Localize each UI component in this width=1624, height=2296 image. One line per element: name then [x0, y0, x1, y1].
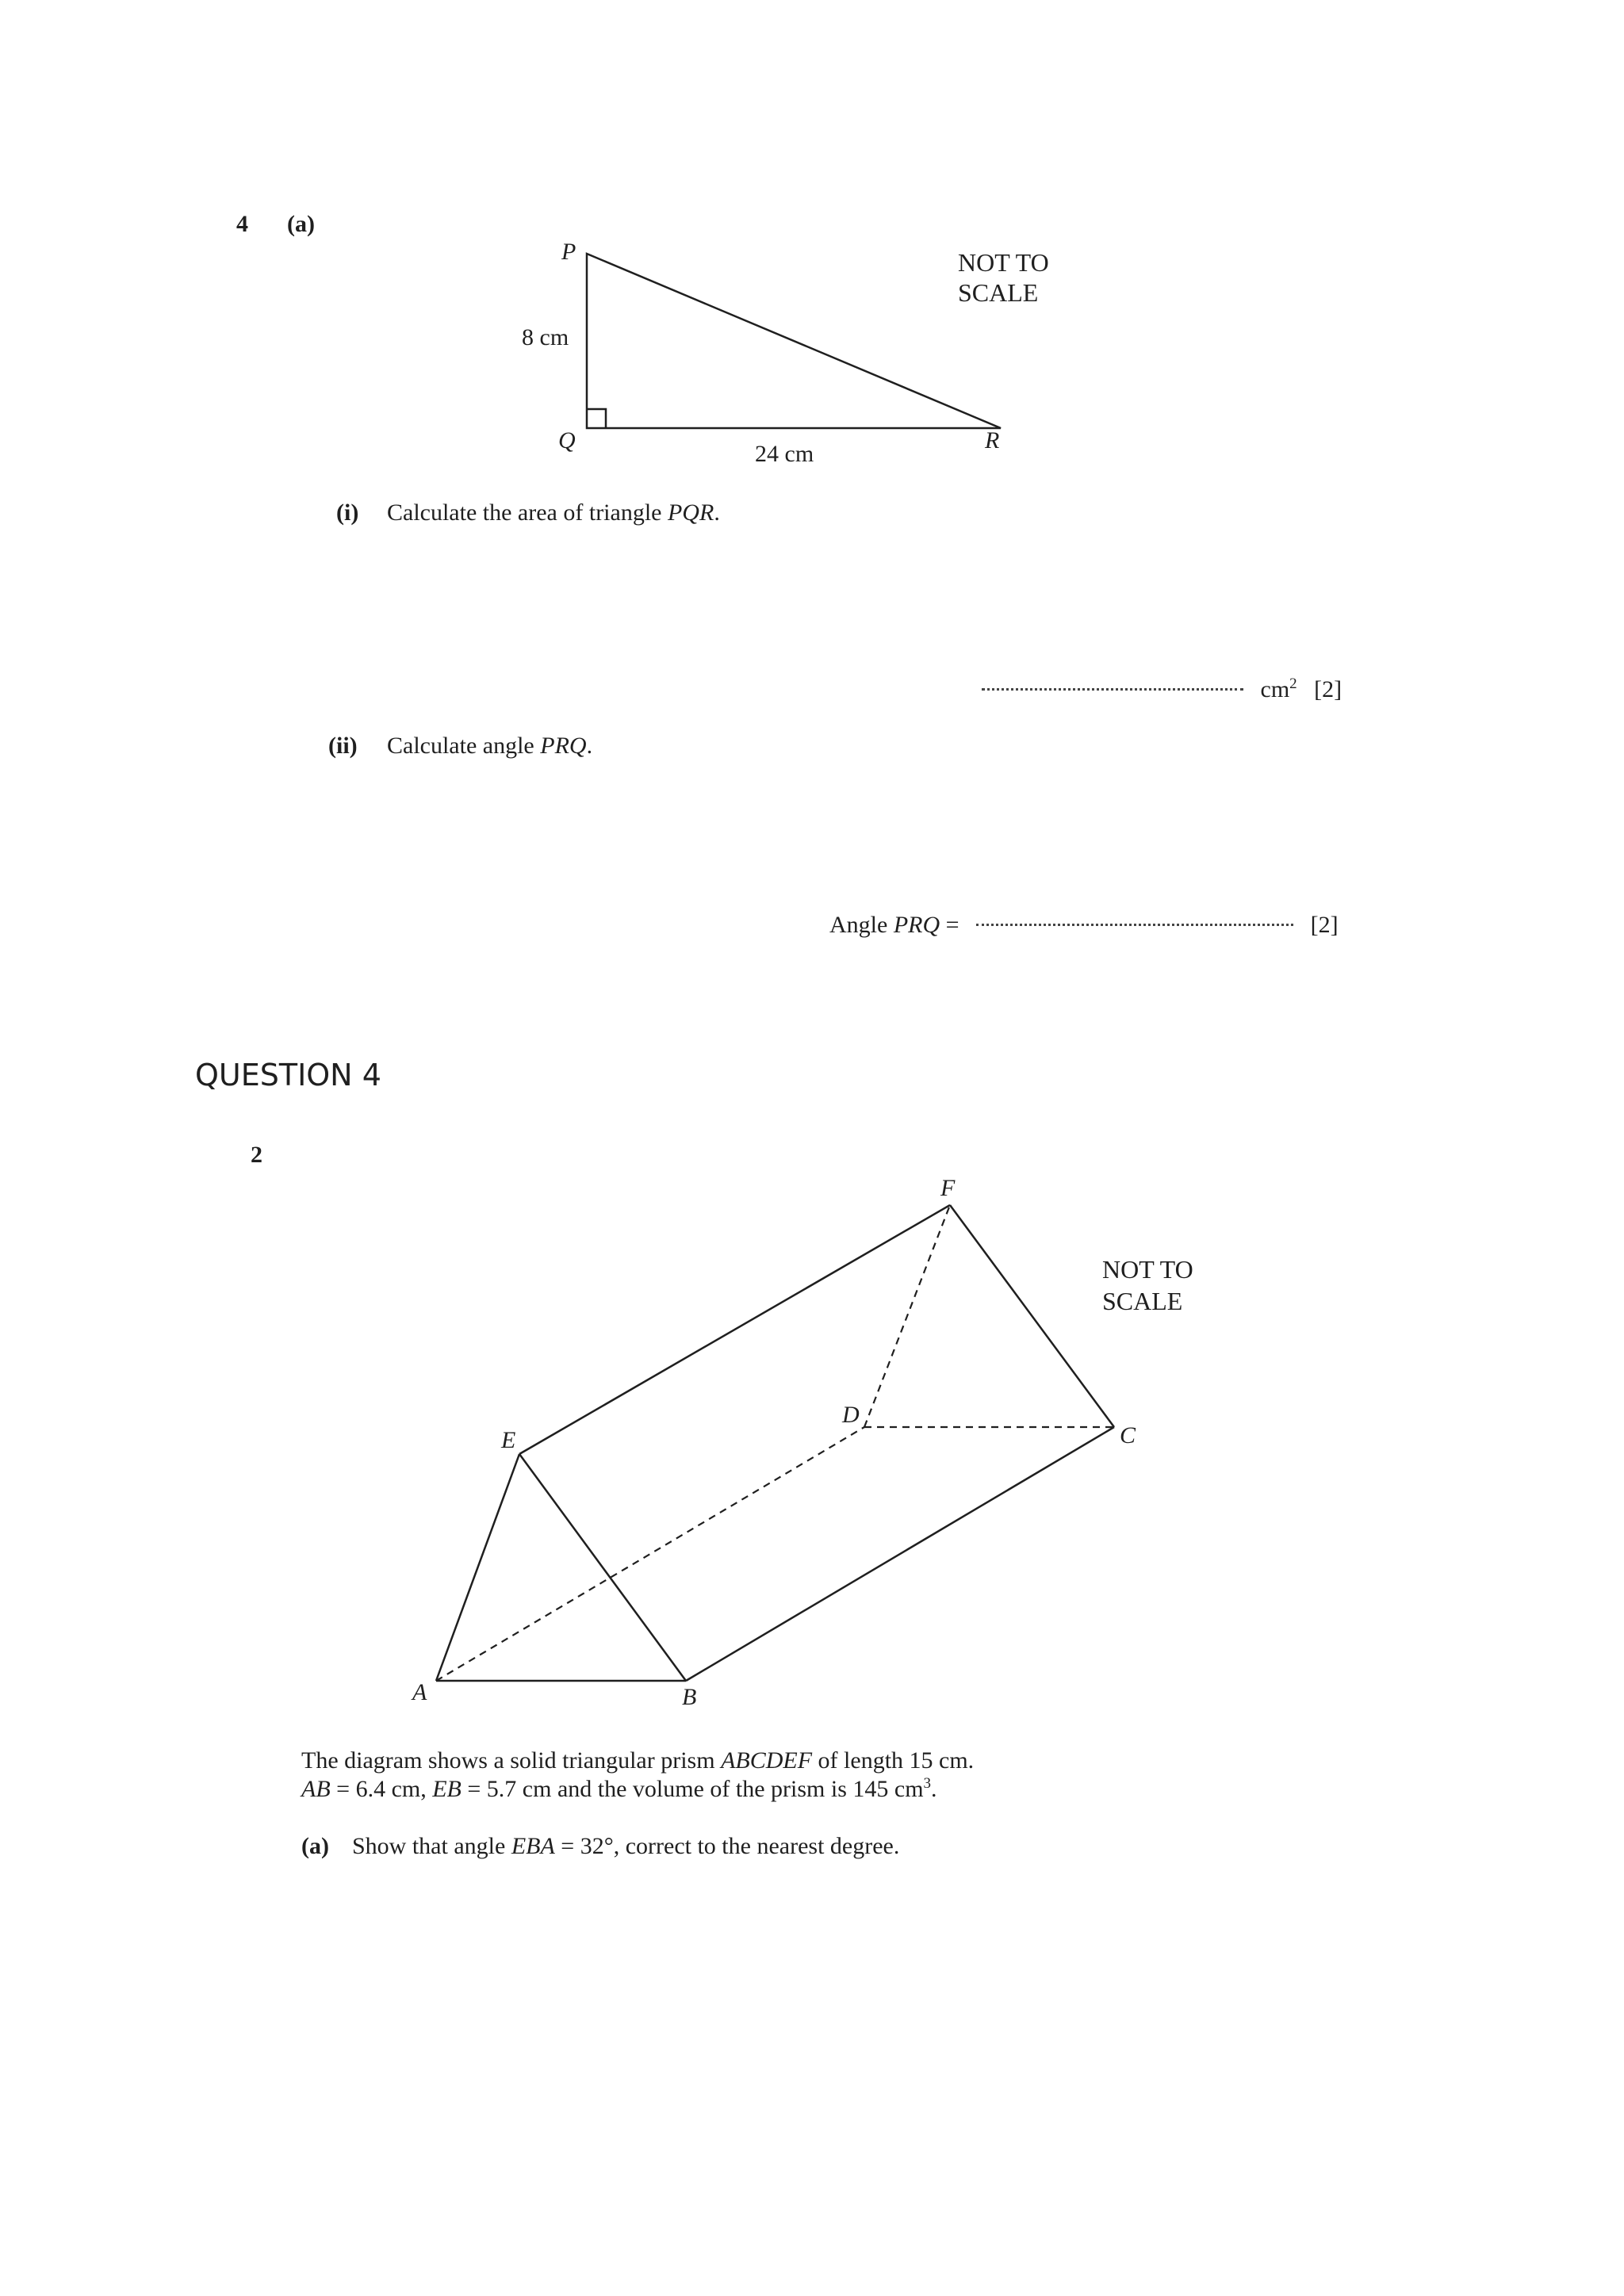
- desc-prism-name: ABCDEF: [721, 1747, 813, 1774]
- subpart-i-question: [387, 499, 720, 527]
- triangle-pqr: [587, 254, 1001, 428]
- right-triangle-diagram: [0, 0, 1624, 555]
- desc-ab: AB: [301, 1776, 331, 1802]
- part-a-prefix: Show that angle: [352, 1833, 511, 1859]
- edge-df-hidden: [864, 1205, 950, 1427]
- vertex-r-label: R: [985, 427, 1000, 453]
- part-a-angle-name: EBA: [511, 1833, 555, 1859]
- vertex-e-label: E: [501, 1427, 516, 1453]
- desc-line2-end: .: [931, 1776, 937, 1802]
- question-number: 4: [236, 211, 248, 237]
- subpart-i-triangle-name: PQR: [667, 499, 714, 526]
- edge-ae: [436, 1454, 519, 1681]
- question-part-label: (a): [287, 211, 315, 237]
- answer-i-marks: [2]: [1314, 676, 1342, 702]
- part-a-question: [352, 1833, 899, 1861]
- subpart-ii-label: (ii): [328, 733, 358, 759]
- edge-ef: [519, 1205, 950, 1454]
- side-pq-label: 8 cm: [522, 324, 569, 350]
- vertex-b-label: B: [682, 1684, 697, 1710]
- not-to-scale-line2: SCALE: [1102, 1287, 1183, 1315]
- edge-ad-hidden: [436, 1427, 864, 1681]
- not-to-scale-line1: NOT TO: [958, 248, 1049, 277]
- prism-description-line1: [301, 1747, 974, 1775]
- answer-dots-i[interactable]: [982, 687, 1243, 691]
- answer-ii-label-name: PRQ: [893, 912, 940, 938]
- answer-line-i[interactable]: [982, 675, 1342, 704]
- vertex-d-label: D: [842, 1402, 860, 1428]
- part-a-label: (a): [301, 1833, 329, 1859]
- desc-eb: EB: [432, 1776, 462, 1802]
- desc-eb-value: = 5.7 cm and the volume of the prism is 145 cm: [461, 1776, 924, 1802]
- subpart-i-text-suffix: .: [714, 499, 720, 526]
- answer-i-unit: cm: [1260, 676, 1290, 702]
- prism-description-line2: [301, 1775, 937, 1804]
- vertex-p-label: P: [561, 239, 576, 265]
- subpart-i-label: (i): [336, 499, 359, 526]
- answer-ii-label-suffix: =: [940, 912, 959, 938]
- subpart-ii-angle-name: PRQ: [540, 733, 587, 759]
- answer-ii-marks: [2]: [1310, 912, 1339, 938]
- answer-ii-label-prefix: Angle: [829, 912, 894, 938]
- vertex-q-label: Q: [558, 427, 576, 453]
- vertex-f-label: F: [940, 1175, 956, 1201]
- desc-volume-power: 3: [923, 1775, 932, 1792]
- answer-dots-ii[interactable]: [976, 923, 1293, 926]
- answer-i-unit-power: 2: [1289, 675, 1297, 692]
- question-2-number: 2: [251, 1142, 262, 1168]
- subpart-ii-text-suffix: .: [586, 733, 593, 759]
- vertex-c-label: C: [1120, 1422, 1136, 1448]
- desc-ab-value: = 6.4 cm,: [330, 1776, 433, 1802]
- triangular-prism-diagram: [0, 1158, 1624, 1712]
- edge-bc: [686, 1427, 1114, 1681]
- desc-line1-prefix: The diagram shows a solid triangular prism: [301, 1747, 722, 1774]
- desc-line1-suffix: of length 15 cm.: [812, 1747, 975, 1774]
- subpart-ii-text-prefix: Calculate angle: [387, 733, 541, 759]
- subpart-i-text-prefix: Calculate the area of triangle: [387, 499, 668, 526]
- subpart-ii-question: [387, 733, 592, 760]
- edge-fc: [950, 1205, 1114, 1427]
- part-a-suffix: = 32°, correct to the nearest degree.: [554, 1833, 900, 1859]
- section-heading: QUESTION 4: [195, 1058, 381, 1093]
- right-angle-marker: [587, 409, 606, 428]
- edge-eb: [519, 1454, 686, 1681]
- side-qr-label: 24 cm: [755, 441, 814, 467]
- not-to-scale-line2: SCALE: [958, 278, 1039, 307]
- answer-line-ii[interactable]: [829, 912, 1339, 939]
- vertex-a-label: A: [412, 1679, 427, 1705]
- not-to-scale-line1: NOT TO: [1102, 1255, 1193, 1284]
